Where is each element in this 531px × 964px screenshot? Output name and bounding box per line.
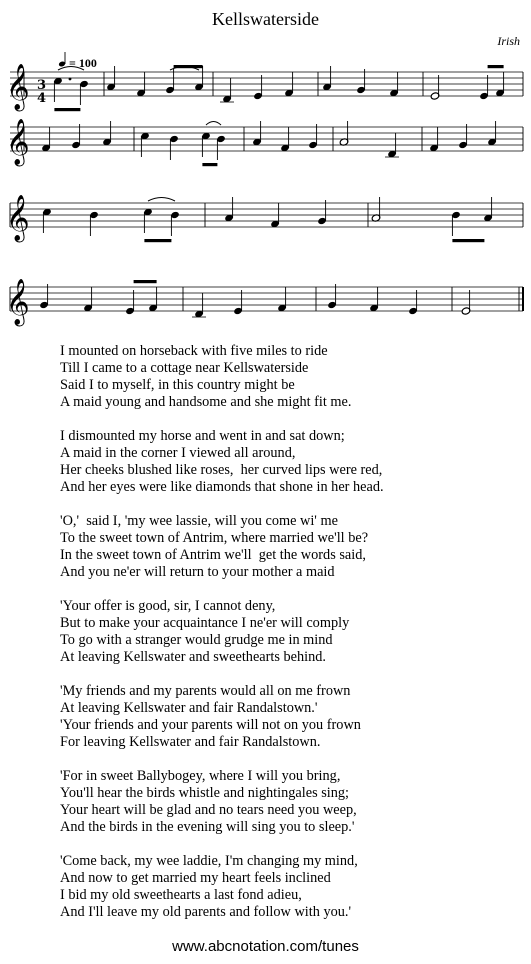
lyric-line: 'Your offer is good, sir, I cannot deny, [60,598,276,614]
lyric-line: Till I came to a cottage near Kellswaterside [60,360,309,376]
lyric-line: And the birds in the evening will sing you to sleep.' [60,819,355,835]
lyric-line: And her eyes were like diamonds that shone in her head. [60,479,384,495]
sheet-music [0,0,531,340]
lyrics-stanza [60,343,384,411]
footer-link[interactable]: www.abcnotation.com/tunes [172,938,359,955]
treble-clef: 𝄞 [6,64,30,110]
lyric-line: You'll hear the birds whistle and nightingales sing; [60,785,350,801]
note-beam [54,108,80,111]
lyric-line: 'Your friends and your parents will not on you frown [60,717,361,733]
tempo-marking: = 100 [69,56,97,70]
lyric-line: Your heart will be glad and no tears need you weep, [60,802,357,818]
lyric-line: To the sweet town of Antrim, where married we'll be? [60,530,369,546]
lyric-line: For leaving Kellswater and fair Randalstown. [60,734,321,750]
lyrics-stanza [60,853,384,921]
slur [206,122,221,126]
lyric-line: To go with a stranger would grudge me in mind [60,632,333,648]
lyric-line: I mounted on horseback with five miles to ride [60,343,328,359]
slur [148,198,175,202]
lyric-line: At leaving Kellswater and sweethearts behind. [60,649,326,665]
composer-origin: Irish [497,34,520,48]
note-beam [202,163,217,166]
lyric-line: Said I to myself, in this country might be [60,377,295,393]
lyric-line: I bid my old sweethearts a last fond adieu, [60,887,302,903]
lyric-line: And now to get married my heart feels inclined [60,870,331,886]
lyric-line: 'My friends and my parents would all on me frown [60,683,351,699]
note-beam [144,239,171,242]
lyric-line: 'O,' said I, 'my wee lassie, will you come wi' me [60,513,338,529]
lyrics-stanza [60,768,384,836]
note-beam [134,280,157,283]
lyric-line: And you ne'er will return to your mother a maid [60,564,335,580]
lyric-line: In the sweet town of Antrim we'll get the words said, [60,547,366,563]
lyric-line: And I'll leave my old parents and follow with you.' [60,904,352,920]
lyric-line: A maid young and handsome and she might fit me. [60,394,352,410]
treble-clef: 𝄞 [6,279,30,325]
time-signature-top: 3 [37,78,47,93]
lyrics-stanza [60,598,384,666]
lyrics-stanza [60,428,384,496]
lyric-line: A maid in the corner I viewed all around, [60,445,296,461]
lyric-line: But to make your acquaintance I ne'er will comply [60,615,350,631]
lyrics-stanza [60,513,384,581]
treble-clef: 𝄞 [6,195,30,241]
treble-clef: 𝄞 [6,119,30,165]
note-beam [488,65,504,68]
dotted-note-dot [69,78,72,81]
lyric-line: 'For in sweet Ballybogey, where I will you bring, [60,768,341,784]
time-signature-bottom: 4 [37,91,47,106]
tune-title: Kellswaterside [212,9,319,29]
lyric-line: Her cheeks blushed like roses, her curved lips were red, [60,462,383,478]
lyrics-stanza [60,683,384,751]
note-beam [452,239,484,242]
lyric-line: 'Come back, my wee laddie, I'm changing my mind, [60,853,358,869]
lyrics-block [60,343,384,938]
lyric-line: I dismounted my horse and went in and sat down; [60,428,345,444]
lyric-line: At leaving Kellswater and fair Randalstown.' [60,700,318,716]
